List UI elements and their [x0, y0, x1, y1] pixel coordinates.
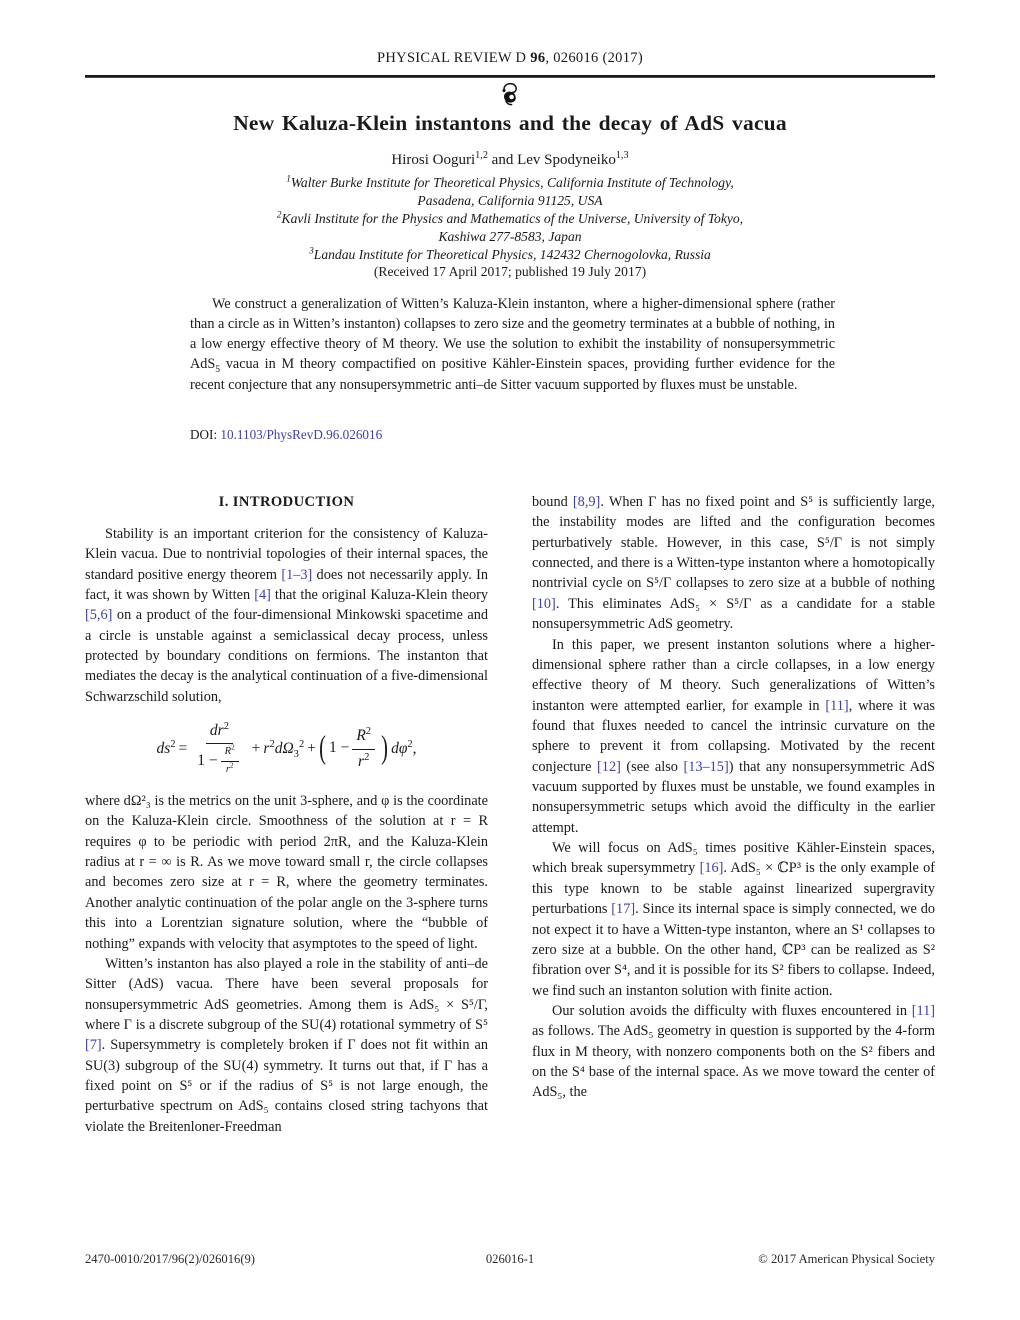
eq-tail — [391, 738, 416, 760]
citation-17[interactable]: [17] — [611, 901, 636, 918]
rp2-text-3: (see also — [620, 758, 684, 775]
citation-7[interactable]: [7] — [85, 1037, 102, 1054]
eq-fraction-1-inner — [221, 745, 239, 778]
footer-copyright: © 2017 American Physical Society — [758, 1252, 935, 1266]
rp3-text-2: . AdS₅ × ℂP³ is the only example of this type known to be stable against linearized supergravity perturbations — [532, 860, 935, 918]
affiliation-1-line-1 — [110, 174, 910, 192]
rp1-text-3: . This eliminates AdS₅ × S⁵/Γ as a candidate for a stable nonsupersymmetric AdS geometry. — [532, 595, 935, 633]
eq-f1-inner-den-exp: 2 — [229, 761, 234, 770]
rp4-text-2: as follows. The AdS₅ geometry in question is supported by the 4-form flux in M theory, with nonzero components both on the S² fibers and on the S⁴ base of the internal space. As we move toward the center of AdS₅, the — [532, 1023, 935, 1101]
column-right — [532, 492, 935, 1103]
rp2-text-4: ) that any nonsupersymmetric AdS vacuum supported by fluxes must be unstable, we found examples in nonsupersymmetric setups which avoid the difficulty in the earlier attempt. — [532, 758, 935, 836]
eq-equals: = — [178, 739, 188, 757]
eq-t2-sub: 3 — [293, 749, 299, 761]
eq-paren-content — [329, 725, 378, 772]
eq-t2-sup: 2 — [298, 738, 305, 750]
journal-article-number: 026016 — [553, 50, 599, 66]
abstract — [190, 294, 835, 395]
abstract-part-1: We construct a generalization of Witten’s Kaluza-Klein instanton, where a higher-dimensional sphere (rather than a circle as in Witten’s instanton) collapses to zero size and the geometry terminates at a bubble of nothing, in a low energy effective theory of M theory. We use the solution to exhibit the instability of nonsupersymmetric AdS — [190, 296, 835, 373]
citation-12[interactable]: [12] — [597, 758, 621, 775]
paragraph-right-4 — [532, 1001, 935, 1103]
p3-text-2: . Supersymmetry is completely broken if Γ does not fit within an SU(3) subgroup of the SU(4) symmetry. It turns out that, if Γ has a fixed point on S⁵ or if the radius of S⁵ is not large enough, the perturbative spectrum on AdS₅ contains closed string tachyons that violate the Breitenloner-Freedman — [85, 1037, 488, 1135]
eq-paren-close: ) — [381, 730, 388, 767]
doi-line — [190, 427, 835, 443]
affiliation-3-text-1: Landau Institute for Theoretical Physics, 142432 Chernogolovka, Russia — [313, 246, 711, 262]
citation-13-15[interactable]: [13–15] — [683, 758, 729, 775]
eq-f1-inner-num-exp: 2 — [231, 743, 235, 752]
author-affil-marker-2: 1,3 — [615, 150, 629, 161]
eq-f1-den-one: 1 − — [197, 752, 218, 770]
eq-f1-inner-den — [222, 762, 238, 778]
rp3-text-3: . Since its internal space is simply connected, we do not expect it to have a Witten-type instanton, where an S¹ collapses to zero size at a bubble. On the other hand, ℂP³ can be realized as S² fibration over S⁴, and it is possible for its S² fibers to collapse. Indeed, we find such an instanton solution with finite action. — [532, 901, 935, 999]
eq-f1-num-sym: dr — [209, 722, 224, 740]
citation-1-3[interactable]: [1–3] — [281, 566, 313, 583]
eq-tail-exp: 2 — [407, 738, 413, 750]
eq-f1-inner-num — [221, 745, 239, 762]
crossmark-logo-icon[interactable] — [497, 82, 523, 108]
author-name-1: Hirosi Ooguri — [391, 152, 476, 168]
eq-f1-inner-num-sym: R — [224, 746, 232, 758]
equation-schwarzschild-metric — [85, 720, 488, 778]
rp3-text-1: We will focus on AdS₅ times positive Kähler-Einstein spaces, which break supersymmetry — [532, 840, 935, 877]
paragraph-intro-1 — [85, 524, 488, 707]
author-name-2: Lev Spodyneiko — [517, 152, 616, 168]
author-list — [110, 152, 910, 169]
doi-label: DOI: — [190, 427, 218, 442]
eq-lhs-exponent: 2 — [170, 738, 176, 750]
abstract-part-2: vacua in M theory compactified on positive Kähler-Einstein spaces, providing further evidence for the recent conjecture that any nonsupersymmetric anti–de Sitter vacuum supported by fluxes must be unstable. — [190, 356, 835, 393]
paragraph-right-3 — [532, 838, 935, 1001]
eq-paren-one: 1 − — [328, 739, 350, 757]
eq-fraction-1 — [193, 720, 245, 778]
eq-f2-num — [352, 725, 375, 749]
affiliation-2-line-2: Kashiwa 277-8583, Japan — [438, 228, 582, 244]
p1-text-3: that the original Kaluza-Klein theory — [270, 586, 489, 603]
affiliation-1-text-1: Walter Burke Institute for Theoretical Physics, California Institute of Technology, — [290, 175, 734, 190]
eq-fraction-1-numerator — [206, 720, 233, 744]
affiliation-1-line-2: Pasadena, California 91125, USA — [417, 192, 603, 208]
citation-11-b[interactable]: [11] — [911, 1002, 935, 1019]
p1-text-1: Stability is an important criterion for the consistency of Kaluza-Klein vacua. Due to nontrivial topologies of their internal spaces, the standard positive energy theorem — [85, 525, 488, 583]
citation-16[interactable]: [16] — [699, 860, 724, 877]
eq-plus-1: + — [251, 739, 261, 757]
journal-year: (2017) — [602, 50, 643, 66]
eq-f2-num-sym: R — [356, 727, 366, 745]
abstract-subscript-1: 5 — [215, 364, 221, 376]
p1-text-2: does not necessarily apply. In fact, it was shown by Witten — [85, 566, 488, 603]
eq-t2b-sym: dΩ — [274, 739, 294, 757]
eq-lhs-symbol: ds — [156, 739, 171, 757]
affiliation-marker-3: 3 — [309, 245, 314, 256]
eq-fraction-2 — [352, 725, 375, 772]
citation-10[interactable]: [10] — [532, 595, 556, 612]
column-left — [85, 492, 488, 1137]
rp1-text-2: . When Γ has no fixed point and S⁵ is sufficiently large, the instability modes are lifted and the configuration becomes perturbatively stable. However, in this case, S⁵/Γ is not simply connected, and there is a Witten-type instanton where a homotopically nontrivial cycle on S⁵/Γ collapses to zero size at a bubble of nothing — [532, 494, 935, 592]
journal-name: PHYSICAL REVIEW D — [377, 50, 527, 66]
affiliation-3-line-1 — [110, 246, 910, 264]
header-rule — [85, 75, 935, 78]
affiliation-2-line-1 — [110, 210, 910, 228]
affiliation-marker-1: 1 — [286, 173, 291, 184]
crossmark-logo-wrapper[interactable] — [0, 82, 1020, 112]
paragraph-right-2 — [532, 635, 935, 839]
p1-text-4: on a product of the four-dimensional Minkowski spacetime and a circle is unstable against a semiclassical decay process, unless protected by boundary conditions on fermions. The instanton that mediates the decay is the analytical continuation of a five-dimensional Schwarzschild solution, — [85, 607, 488, 705]
eq-tail-sym: dφ — [391, 739, 408, 757]
eq-f2-den — [354, 750, 373, 773]
eq-fraction-1-denominator — [193, 744, 245, 778]
eq-f1-num-exp: 2 — [223, 720, 229, 732]
eq-f2-num-exp: 2 — [365, 726, 372, 738]
article-title: New Kaluza-Klein instantons and the decay of AdS vacua — [233, 111, 787, 135]
affiliation-marker-2: 2 — [276, 209, 282, 220]
eq-f2-den-exp: 2 — [364, 751, 370, 763]
eq-t2-sym: r — [263, 739, 270, 757]
affiliation-2-text-1: Kavli Institute for the Physics and Mathematics of the Universe, University of Tokyo, — [281, 210, 744, 226]
journal-running-head — [85, 50, 935, 67]
eq-f1-inner-den-sym: r — [225, 764, 230, 776]
citation-8-9[interactable]: [8,9] — [572, 494, 601, 510]
citation-4[interactable]: [4] — [254, 586, 271, 603]
equation-row — [156, 720, 416, 778]
eq-plus-2: + — [307, 739, 316, 757]
rp2-text-1: In this paper, we present instanton solutions where a higher-dimensional sphere rather than a circle collapses, in a low energy effective theory of M theory. Such generalizations of Witten’s instanton were attempted earlier, for example in — [532, 636, 935, 714]
eq-f2-den-sym: r — [358, 752, 365, 770]
rp1-text-1: bound — [532, 494, 573, 510]
citation-11-a[interactable]: [11] — [825, 697, 849, 714]
journal-volume: 96 — [530, 50, 546, 66]
eq-term-2 — [263, 738, 304, 760]
eq-lhs — [156, 738, 175, 760]
eq-t2-exp: 2 — [269, 738, 275, 750]
eq-comma: , — [412, 739, 417, 757]
paragraph-right-1 — [532, 492, 935, 635]
footer-issn-line: 2470-0010/2017/96(2)/026016(9) — [85, 1252, 255, 1266]
affiliation-block — [110, 174, 910, 264]
journal-comma: , — [545, 50, 550, 66]
author-conjunction: and — [491, 152, 514, 168]
paragraph-intro-3 — [85, 954, 488, 1137]
rp2-text-2: , where it was found that fluxes needed to cancel the intrinsic curvature on the sphere to prevent it from collapsing. Motivated by the recent conjecture — [532, 697, 935, 775]
footer-page-number: 026016-1 — [485, 1252, 535, 1266]
p3-text-1: Witten’s instanton has also played a role in the stability of anti–de Sitter (AdS) vacua. There have been several proposals for nonsupersymmetric AdS geometries. Among them is AdS₅ × S⁵/Γ, where Γ is a discrete subgroup of the SU(4) rotational symmetry of S⁵ — [85, 955, 488, 1033]
eq-paren-open: ( — [319, 730, 326, 767]
paragraph-intro-2: where dΩ²₃ is the metrics on the unit 3-sphere, and φ is the coordinate on the Kaluza-Klein circle. Smoothness of the solution at r = R requires φ to be periodic with period 2πR, and the Kaluza-Klein radius at r = ∞ is R. As we move toward small r, the circle collapses and becomes zero size at r = R, where the geometry terminates. Another analytic continuation of the polar angle on the 3-sphere turns this into a Lorentzian signature solution, where the “bubble of nothing” expands with velocity that asymptotes to the speed of light. — [85, 793, 488, 952]
received-published-line: (Received 17 April 2017; published 19 July 2017) — [373, 264, 647, 279]
rp4-text-1: Our solution avoids the difficulty with fluxes encountered in — [552, 1002, 912, 1019]
author-affil-marker-1: 1,2 — [475, 150, 488, 161]
section-heading-introduction: I. INTRODUCTION — [218, 494, 355, 510]
citation-5-6[interactable]: [5,6] — [85, 607, 113, 624]
doi-link[interactable]: 10.1103/PhysRevD.96.026016 — [220, 427, 383, 442]
